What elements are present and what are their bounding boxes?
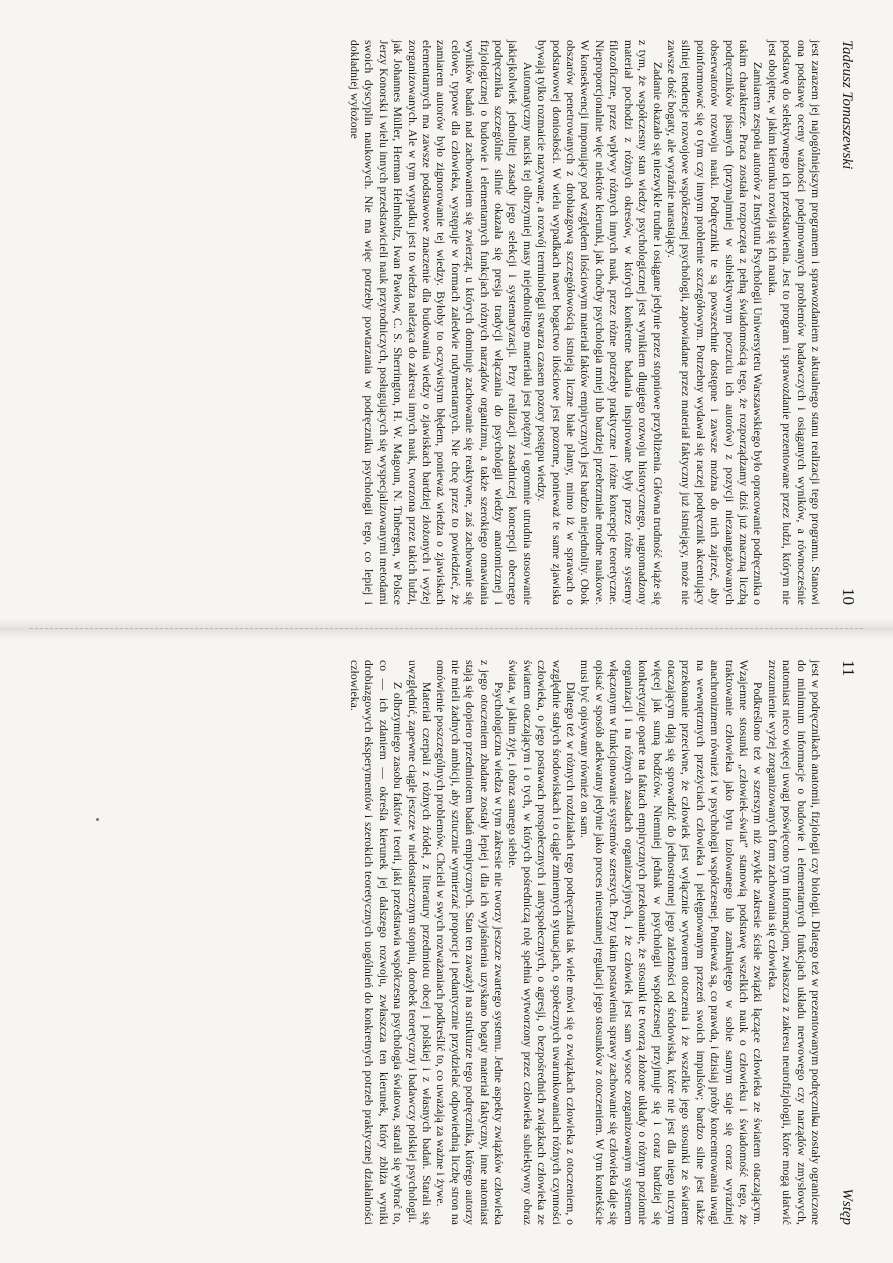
page-number: 10 xyxy=(839,588,858,605)
paragraph: Automatyczny nacisk tej olbrzymiej masy niejednolitego materiału jest potężny i ogromnie utrudnia stosowanie jakiejkolwiek jednolitej zasady jego selekcji i systematyzacji. Przy realizacji zasadniczej koncepcji obecnego podręcznika szczególnie silnie okazała się presja tradycji włączania do psychologii wiedzy anatomicznej i fizjologicznej o budowie i elementarnych funkcjach różnych narządów organizmu, a także szerokiego omawiania wyników badań nad zachowaniem się zwierząt, u których dominuje zachowanie się reaktywne, zaś zachowanie się celowe, typowe dla człowieka, występuje w formach zaledwie rudymentarnych. Nie chcę przez to powiedzieć, że zamiarem autorów było zignorowanie tej wiedzy. Byłoby to oczywistym błędem, ponieważ wiedza o zjawiskach elementarnych ma zawsze podstawowe znaczenie dla budowania wiedzy o zjawiskach bardziej złożonych i wyżej zorganizowanych. Ale w tym wypadku jest to wiedza należąca do zakresu innych nauk, tworzona przez takich ludzi, jak Johannes Müller, Herman Helmholtz, Iwan Pawłow, C. S. Sherrington, H. W. Magoun, N. Tinbergen, w Polsce Jerzy Konorski i wielu innych przedstawicieli nauk przyrodniczych, posługujących się wyspecjalizowanymi metodami swoich dyscyplin naukowych. Nie ma więc potrzeby powtarzania w podręczniku psychologii tego, co lepiej i dokładniej wyłożone xyxy=(348,40,534,605)
paragraph: Zadanie okazało się niezwykle trudne i osiągane jedynie przez stopniowe przybliżenia. Główna trudność wiąże się z tym, że współczesny stan wiedzy psychologicznej jest wynikiem długiego rozwoju historycznego, nagromadzony materiał pochodzi z różnych okresów, w których konkretne badania inspirowane były przez różne systemy filozoficzne, przez wpływy różnych innych nauk, przez różne potrzeby praktyczne i różne koncepcje teoretyczne. Nieproporcjonalnie więc niektóre kierunki, jak choćby psychologia mniej lub bardziej przebrzmiałe modne naukowe. W konsekwencji imponujący pod względem ilościowym materiał faktów empirycznych jest bardzo niejednolity. Obok obszarów penetrowanych z drobiazgową szczegółowością istnieją liczne białe plamy, mimo iż w sprawach o podstawowej doniosłości. W wielu wypadkach nawet bogactwo ilościowe jest pozorne, ponieważ te same zjawiska bywają tylko rozmaicie nazywane, a rozwój terminologii stwarza czasem pozory postępu wiedzy. xyxy=(535,40,664,605)
paragraph: Z olbrzymiego zasobu faktów i teorii, jaki przedstawia współczesna psychologia światowa, starali się wybrać to, co — ich zdaniem — określa kierunek jej dalszego rozwoju, zwłaszcza ten kierunek, który zbliża wyniki drobiazgowych eksperymentów i szerokich teoretycznych uogólnień do konkretnych potrzeb praktycznej działalności człowieka. xyxy=(348,660,405,1225)
paragraph: jest w podręcznikach anatomii, fizjologii czy biologii. Dlatego też w prezentowanym podręczniku zostały ograniczone do minimum informacje o budowie i elementarnych funkcjach układu nerwowego czy narządów zmysłowych, natomiast nieco więcej uwagi poświęcono tym informacjom, zwłaszcza z zakresu neurofizjologii, które mogą ułatwić zrozumienie wyżej zorganizowanych form zachowania się człowieka. xyxy=(765,660,822,1225)
page-header xyxy=(830,40,858,605)
paragraph: Psychologiczna wiedza w tym zakresie nie tworzy jeszcze zwartego systemu. Jedne aspekty związków człowieka z jego otoczeniem zbadane zostały lepiej i dla ich wyjaśnienia uzyskano bogaty materiał faktyczny, inne natomiast stają się dopiero przedmiotem badań empirycznych. Stan ten zaważył na strukturze tego podręcznika, którego autorzy nie mieli żadnych ambicji, aby sztucznie wymierzać proporcje i pedantycznie przydzielać odpowiednią liczbę stron na omówienie poszczególnych problemów. Chcieli w swych rozważaniach podkreślić to, co uważają za ważne i żywe. xyxy=(434,660,506,1225)
paragraph: Zamiarem zespołu autorów z Instytutu Psychologii Uniwersytetu Warszawskiego było opracowanie podręcznika o takim charakterze. Praca została rozpoczęta z pełną świadomością tego, że rozporządzamy dziś już znaczną liczbą podręczników pisanych (przynajmniej w subiektywnym poczuciu ich autorów) z pozycji niezaangażowanych obserwatorów rozwoju nauki. Podręczniki te są powszechnie dostępne i zawsze można do nich zajrzeć, aby poinformować się o tym czy innym problemie szczegółowym. Potrzebny wydawał się raczej podręcznik akcentujący silniej tendencje rozwojowe współczesnej psychologii, zapowiadane przez materiał faktyczny już istniejący, może nie zawsze dość bogaty, ale wyraźnie narastający. xyxy=(664,40,765,605)
paragraph: Podkreślono też w szerszym niż zwykle zakresie ścisłe związki łączące człowieka ze światem otaczającym. Wzajemne stosunki „człowiek–świat” stanowią podstawę wszelkich nauk o człowieku i świadomość tego, że traktowanie człowieka jako bytu izolowanego lub zamkniętego w sobie samym staje się coraz wyraźniej anachronizmem również i w psychologii współczesnej. Ponieważ są, co prawda, i dzisiaj próby koncentrowania uwagi na wewnętrznych przeżyciach człowieka i pielęgnowanym przezeń swoich impulsów; bardzo silne jest także przekonanie przeciwne, że człowiek jest wyłącznie wytworem otoczenia i że wszelkie jego stosunki ze światem otaczającym dają się sprowadzić do jednostronnej jego zależności od środowiska, które nie jest dla niego niczym więcej jak sumą bodźców. Niemniej jednak w psychologii współczesnej przyjmuje się i coraz bardziej się konkretyzuje oparte na faktach empirycznych przekonanie, że stosunki te tworzą złożone układy o różnym poziomie organizacji i na różnych zasadach organizacyjnych, i że człowiek jest sam wysoce zorganizowanym systemem włączonym w funkcjonowanie systemów szerszych. Przy takim postawieniu sprawy zachowanie się człowieka daje się opisać w sposób adekwatny jedynie jako proces nieustannej regulacji jego stosunków z otoczeniem. W tym kontekście musi być opisywany również on sam. xyxy=(578,660,765,1225)
page-header xyxy=(830,660,858,1225)
body-text xyxy=(347,40,822,605)
gutter-shadow-line xyxy=(30,628,863,629)
book-gutter xyxy=(0,618,893,640)
paragraph: jest zarazem jej najogólniejszym programem i sprawozdaniem z aktualnego stanu realizacji tego programu. Stanowi ona podstawę oceny ważności podejmowanych problemów badawczych i osiąganych wyników, a równocześnie podstawę do selektywnego ich przedstawienia. Jest to program i sprawozdanie prezentowane przez ludzi, którym nie jest obojętne, w jakim kierunku rozwija się ich nauka. xyxy=(765,40,822,605)
body-text xyxy=(347,660,822,1225)
paragraph: Dlatego też w różnych rozdziałach tego podręcznika tak wiele mówi się o związkach człowieka z otoczeniem, o względnie stałych środowiskach i o ciągle zmiennych sytuacjach, o społecznych uwarunkowaniach różnych czynności człowieka, o jego postawach prospołecznych i antyspołecznych, o agresji, o bezpośrednich związkach człowieka ze światem otaczającym i o tych, w których pośredniczą rolę spełnia wytworzony przez człowieka subiektywny obraz świata, w jakim żyje, i obraz samego siebie. xyxy=(506,660,578,1225)
paragraph: Materiał czerpali z różnych źródeł, z literatury przedmiotu obcej i polskiej i z własnych badań. Starali się uwzględnić, zapewne ciągle jeszcze w niedostatecznym stopniu, dorobek teoretyczny i badawczy polskiej psychologii. xyxy=(405,660,434,1225)
running-head: Tadeusz Tomaszewski xyxy=(839,40,855,170)
page-10 xyxy=(48,40,858,605)
page-11 xyxy=(48,660,858,1225)
running-head: Wstęp xyxy=(839,1188,855,1225)
page-number: 11 xyxy=(839,660,858,677)
